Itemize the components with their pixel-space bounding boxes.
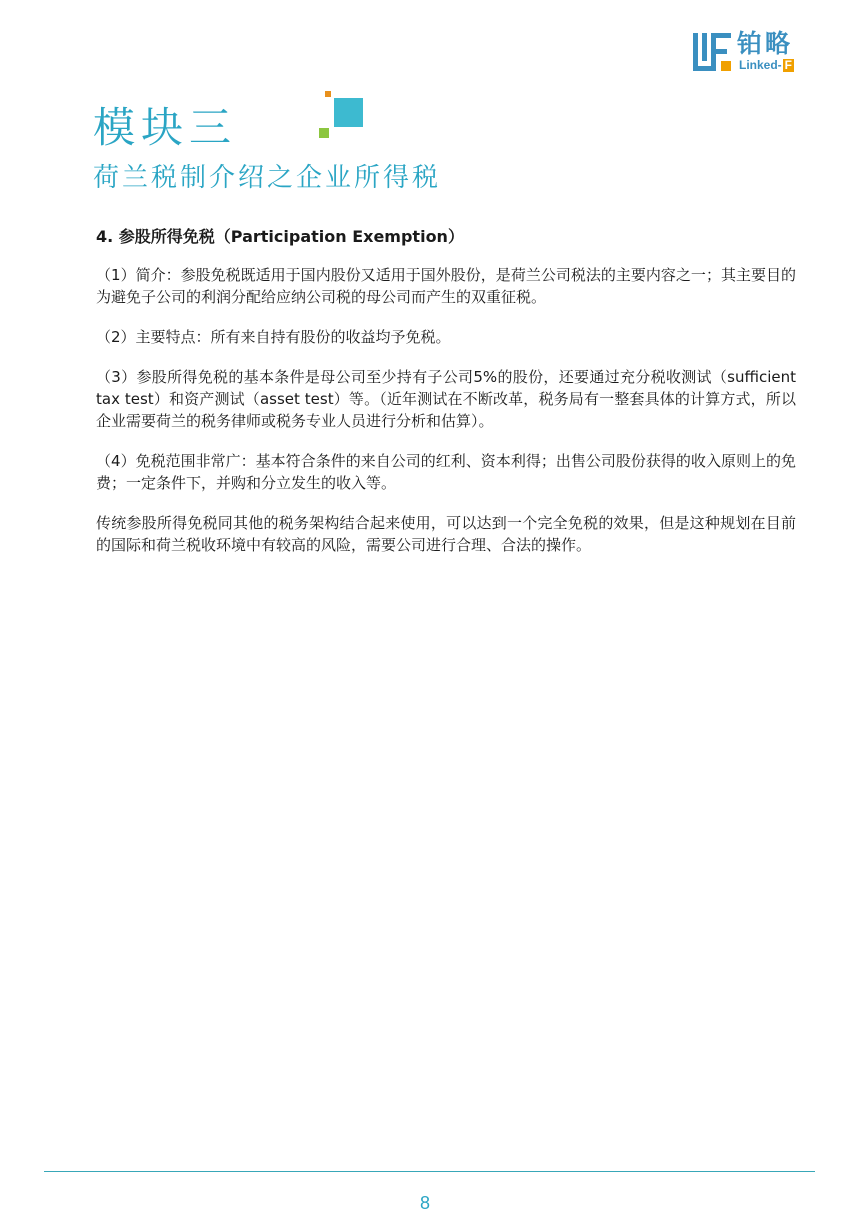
module-title: 模块三: [93, 103, 238, 152]
paragraph-intro: （1）简介：参股免税既适用于国内股份又适用于国外股份，是荷兰公司税法的主要内容之一；其主要目的为避免子公司的利润分配给应纳公司税的母公司而产生的双重征税。: [96, 266, 796, 306]
decorative-squares-icon: [318, 90, 364, 142]
logo-text-en-main: Linked-: [739, 58, 782, 72]
company-logo: [693, 31, 808, 73]
module-subtitle: 荷兰税制介绍之企业所得税: [93, 163, 442, 193]
logo-text-en-badge: F: [784, 58, 793, 72]
logo-text-en: [739, 58, 794, 72]
section-heading: 4. 参股所得免税（Participation Exemption）: [96, 227, 464, 246]
paragraph-scope: （4）免税范围非常广：基本符合条件的来自公司的红利、资本利得；出售公司股份获得的收入原则上的免费；一定条件下，并购和分立发生的收入等。: [96, 452, 796, 492]
logo-mark-icon: [693, 33, 731, 71]
logo-text-cn: 铂略: [737, 29, 794, 58]
paragraph-conditions: （3）参股所得免税的基本条件是母公司至少持有子公司5%的股份，还要通过充分税收测试（sufficient tax test）和资产测试（asset test）等。（近年测试在不断改革，税务局有一整套具体的计算方式，所以企业需要荷兰的税务律师或税务专业人员进行分析和估算）。: [96, 368, 796, 430]
section-content: [96, 224, 796, 574]
footer-divider: [44, 1171, 815, 1172]
page-number: 8: [419, 1193, 430, 1213]
paragraph-conclusion: 传统参股所得免税同其他的税务架构结合起来使用，可以达到一个完全免税的效果，但是这种规划在目前的国际和荷兰税收环境中有较高的风险，需要公司进行合理、合法的操作。: [96, 514, 796, 554]
paragraph-features: （2）主要特点：所有来自持有股份的收益均予免税。: [96, 328, 451, 346]
